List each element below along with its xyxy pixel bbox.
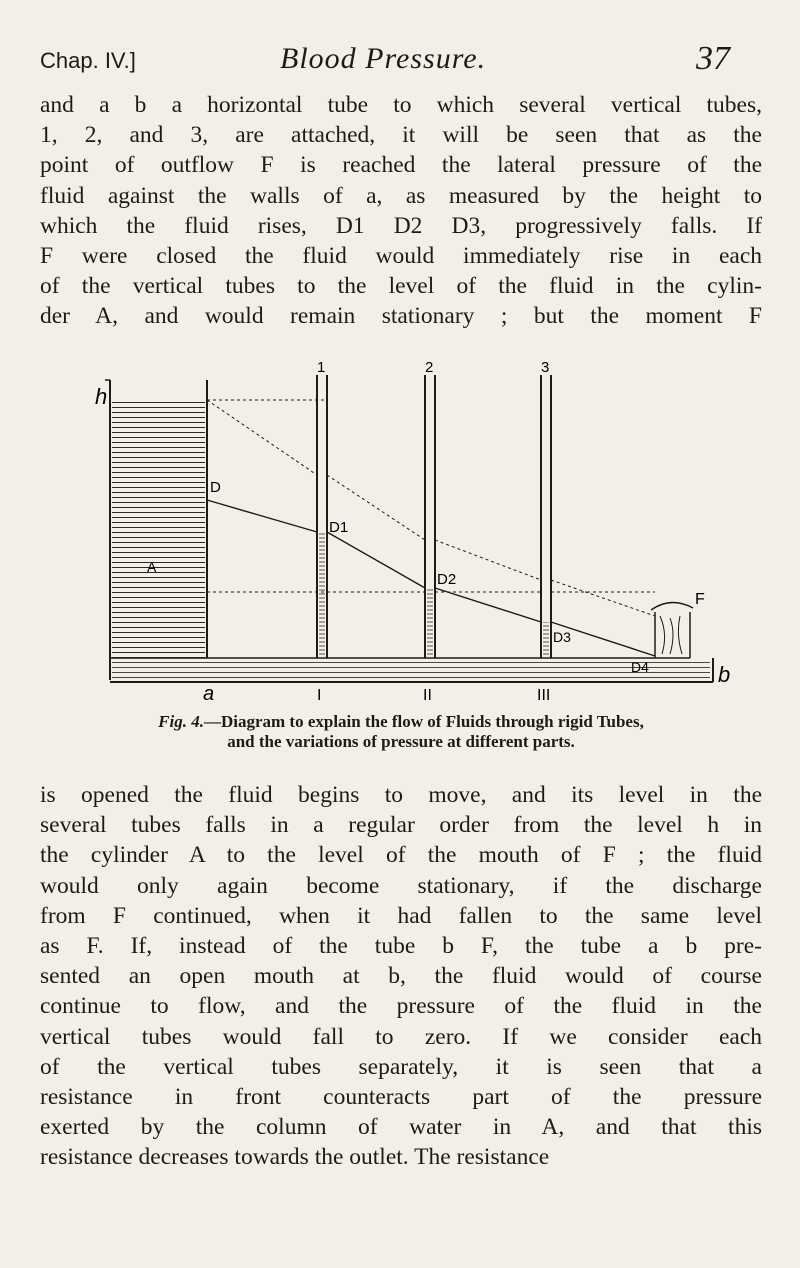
text-line: resistance decreases towards the outlet. The resistance bbox=[40, 1144, 550, 1171]
label-h: h bbox=[95, 384, 108, 409]
running-head bbox=[40, 38, 760, 82]
text-line: exerted by the column of water in A, and that this bbox=[40, 1114, 762, 1141]
caption-text-1: —Diagram to explain the flow of Fluids through rigid Tubes, bbox=[203, 712, 644, 731]
text-line: from F continued, when it had fallen to the same level bbox=[40, 902, 762, 929]
text-line: and a b a horizontal tube to which several vertical tubes, bbox=[40, 92, 762, 118]
text-line: is opened the fluid begins to move, and its level in the bbox=[40, 782, 762, 808]
text-line: which the fluid rises, D1 D2 D3, progressively falls. If bbox=[40, 212, 762, 239]
label-tube-3: 3 bbox=[541, 360, 550, 376]
caption-text-2: and the variations of pressure at different parts. bbox=[227, 732, 575, 751]
text-line: the cylinder A to the level of the mouth of F ; the fluid bbox=[40, 842, 762, 869]
page-number: 37 bbox=[696, 40, 730, 77]
figure-4-diagram bbox=[95, 360, 735, 700]
text-line: of the vertical tubes to the level of the fluid in the cylin- bbox=[40, 273, 762, 300]
caption-label: Fig. 4. bbox=[158, 712, 204, 731]
paragraph-before-figure bbox=[40, 90, 762, 332]
label-d3: D3 bbox=[553, 629, 571, 645]
paragraph-after-figure bbox=[40, 780, 762, 1173]
text-line: der A, and would remain stationary ; but the moment F bbox=[40, 303, 762, 330]
horizontal-tube-ab bbox=[110, 658, 713, 682]
text-line: several tubes falls in a regular order from the level h in bbox=[40, 812, 762, 839]
chapter-label: Chap. IV.] bbox=[40, 48, 136, 73]
label-d1: D1 bbox=[329, 519, 349, 536]
label-tube-1: 1 bbox=[317, 360, 326, 376]
fluid-in-cylinder bbox=[112, 400, 205, 660]
label-d: D bbox=[210, 479, 221, 496]
vertical-tube-3 bbox=[541, 375, 551, 658]
label-tube-ii: II bbox=[423, 687, 432, 700]
label-tube-iii: III bbox=[537, 687, 551, 700]
label-a: a bbox=[203, 683, 215, 700]
label-a-cylinder: A bbox=[147, 559, 157, 575]
outflow-tube-f bbox=[651, 602, 693, 658]
text-line: of the vertical tubes separately, it is seen that a bbox=[40, 1053, 762, 1080]
label-d4: D4 bbox=[631, 659, 649, 675]
label-b: b bbox=[718, 662, 731, 687]
text-line: continue to flow, and the pressure of the fluid in the bbox=[40, 993, 762, 1020]
dashed-gradient-lines bbox=[207, 400, 655, 616]
label-tube-i: I bbox=[317, 687, 322, 700]
label-d2: D2 bbox=[437, 571, 457, 588]
text-line: resistance in front counteracts part of the pressure bbox=[40, 1084, 762, 1111]
caption-line-1 bbox=[40, 712, 762, 732]
text-line: fluid against the walls of a, as measured by the height to bbox=[40, 182, 762, 209]
label-tube-2: 2 bbox=[425, 360, 434, 376]
figure-caption bbox=[40, 712, 762, 752]
text-line: vertical tubes would fall to zero. If we consider each bbox=[40, 1023, 762, 1050]
cylinder-a bbox=[105, 380, 207, 680]
vertical-tube-2 bbox=[425, 375, 435, 658]
text-line: sented an open mouth at b, the fluid would of course bbox=[40, 963, 762, 990]
running-title: Blood Pressure. bbox=[280, 42, 487, 75]
vertical-tube-1 bbox=[317, 375, 327, 658]
label-f: F bbox=[695, 591, 705, 608]
text-line: point of outflow F is reached the lateral pressure of the bbox=[40, 152, 762, 179]
text-line: as F. If, instead of the tube b F, the tube a b pre- bbox=[40, 933, 762, 960]
text-line: would only again become stationary, if the discharge bbox=[40, 872, 762, 899]
fluid-tubes-diagram bbox=[95, 360, 735, 700]
text-line: F were closed the fluid would immediately rise in each bbox=[40, 243, 762, 270]
text-line: 1, 2, and 3, are attached, it will be seen that as the bbox=[40, 122, 762, 149]
